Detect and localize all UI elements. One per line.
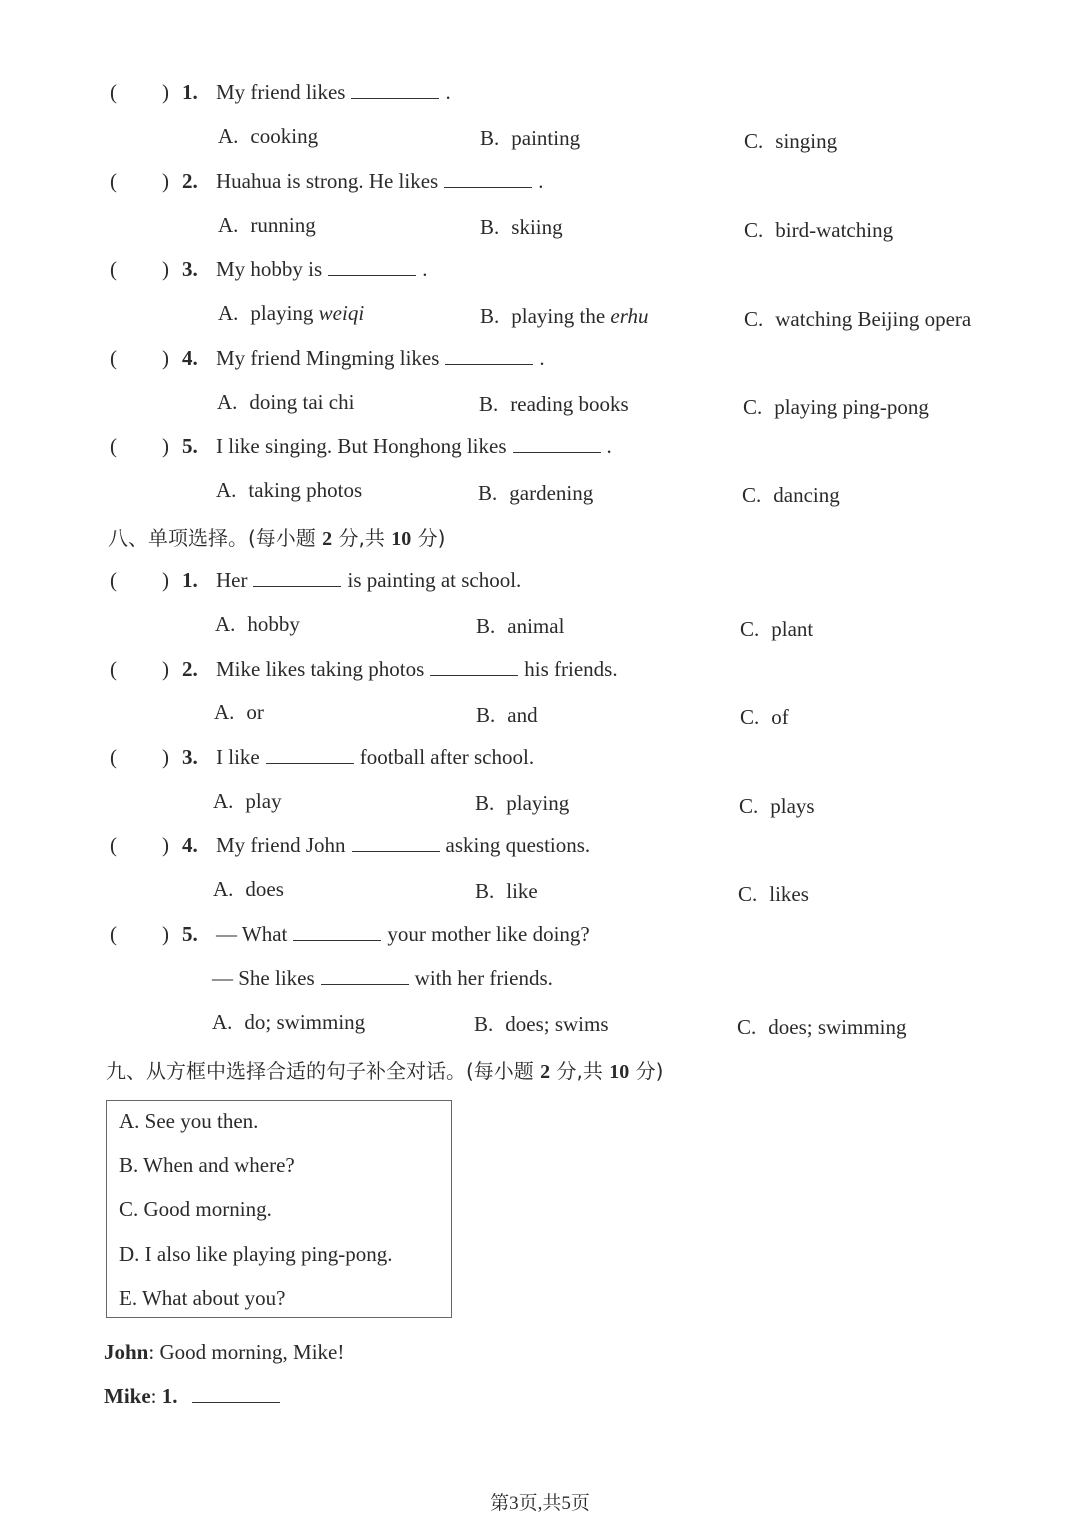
answer-blank bbox=[445, 346, 533, 365]
s7-q4-option-a: A. doing tai chi bbox=[217, 390, 355, 414]
speaker-name: Mike bbox=[104, 1384, 151, 1408]
s8-q4-option-b: B. like bbox=[475, 879, 538, 903]
answer-paren-close: ) bbox=[162, 80, 169, 104]
s8-q1-option-a: A. hobby bbox=[215, 612, 300, 636]
s7-question-4: ( ) 4. My friend Mingming likes . bbox=[110, 346, 545, 370]
s8-q5-option-b: B. does; swims bbox=[474, 1012, 609, 1036]
question-text: My friend likes bbox=[216, 80, 346, 104]
s8-question-4: ( ) 4. My friend John asking questions. bbox=[110, 833, 591, 857]
answer-blank bbox=[352, 833, 440, 852]
s8-q3-option-a: A. play bbox=[213, 789, 282, 813]
sentence-choice-box bbox=[106, 1100, 452, 1318]
s8-question-5: ( ) 5. — What your mother like doing? bbox=[110, 922, 590, 946]
section-9-heading: 九、从方框中选择合适的句子补全对话。(每小题 2 分,共 10 分) bbox=[106, 1059, 664, 1083]
s8-q2-option-c: C. of bbox=[740, 705, 789, 729]
s7-q3-option-a: A. playing weiqi bbox=[218, 301, 365, 325]
s7-q4-option-b: B. reading books bbox=[479, 392, 629, 416]
s8-q3-option-b: B. playing bbox=[475, 791, 570, 815]
s8-question-1: ( ) 1. Her is painting at school. bbox=[110, 568, 522, 592]
s8-question-2: ( ) 2. Mike likes taking photos his friends. bbox=[110, 657, 618, 681]
s8-q1-option-c: C. plant bbox=[740, 617, 814, 641]
s7-question-5: ( ) 5. I like singing. But Honghong likes . bbox=[110, 434, 612, 458]
answer-blank bbox=[513, 434, 601, 453]
section-8-heading: 八、单项选择。(每小题 2 分,共 10 分) bbox=[108, 526, 446, 550]
s7-q2-option-c: C. bird-watching bbox=[744, 218, 894, 242]
answer-blank bbox=[266, 745, 354, 764]
question-number: 1. bbox=[182, 80, 198, 104]
s7-question-3: ( ) 3. My hobby is . bbox=[110, 257, 428, 281]
answer-blank bbox=[328, 257, 416, 276]
page-footer: 第3页,共5页 bbox=[490, 1493, 590, 1514]
speaker-name: John bbox=[104, 1340, 149, 1364]
s8-q5-option-c: C. does; swimming bbox=[737, 1015, 907, 1039]
s7-q5-option-a: A. taking photos bbox=[216, 478, 363, 502]
s7-q1-option-a: A. cooking bbox=[218, 124, 319, 148]
answer-blank bbox=[430, 657, 518, 676]
s8-q2-option-b: B. and bbox=[476, 703, 538, 727]
answer-paren-open: ( bbox=[110, 80, 117, 104]
answer-blank bbox=[253, 568, 341, 587]
s7-q2-option-b: B. skiing bbox=[480, 215, 563, 239]
box-option-d: D. I also like playing ping-pong. bbox=[119, 1242, 393, 1266]
s7-q5-option-b: B. gardening bbox=[478, 481, 594, 505]
s7-question-1: ( ) 1. My friend likes . bbox=[110, 80, 451, 104]
s8-q1-option-b: B. animal bbox=[476, 614, 565, 638]
answer-blank bbox=[293, 922, 381, 941]
dialogue-line-2: Mike: 1. bbox=[104, 1384, 286, 1409]
s7-question-2: ( ) 2. Huahua is strong. He likes . bbox=[110, 169, 544, 193]
box-option-b: B. When and where? bbox=[119, 1153, 295, 1177]
s7-q3-option-c: C. watching Beijing opera bbox=[744, 307, 972, 331]
s8-q2-option-a: A. or bbox=[214, 700, 264, 724]
answer-blank bbox=[351, 80, 439, 99]
s7-q2-option-a: A. running bbox=[218, 213, 316, 237]
dialogue-line-1: John: Good morning, Mike! bbox=[104, 1340, 345, 1364]
s7-q5-option-c: C. dancing bbox=[742, 483, 840, 507]
box-option-a: A. See you then. bbox=[119, 1109, 259, 1133]
box-option-c: C. Good morning. bbox=[119, 1197, 272, 1221]
answer-blank bbox=[192, 1384, 280, 1403]
answer-blank bbox=[444, 169, 532, 188]
s7-q4-option-c: C. playing ping-pong bbox=[743, 395, 929, 419]
s8-question-3: ( ) 3. I like football after school. bbox=[110, 745, 535, 769]
s8-q5-option-a: A. do; swimming bbox=[212, 1010, 366, 1034]
s8-q5-line-2: — She likes with her friends. bbox=[212, 966, 553, 990]
s8-q4-option-c: C. likes bbox=[738, 882, 809, 906]
s8-q3-option-c: C. plays bbox=[739, 794, 815, 818]
answer-blank bbox=[321, 966, 409, 985]
box-option-e: E. What about you? bbox=[119, 1286, 286, 1310]
s8-q4-option-a: A. does bbox=[213, 877, 284, 901]
s7-q1-option-b: B. painting bbox=[480, 126, 581, 150]
s7-q3-option-b: B. playing the erhu bbox=[480, 304, 649, 328]
s7-q1-option-c: C. singing bbox=[744, 129, 838, 153]
